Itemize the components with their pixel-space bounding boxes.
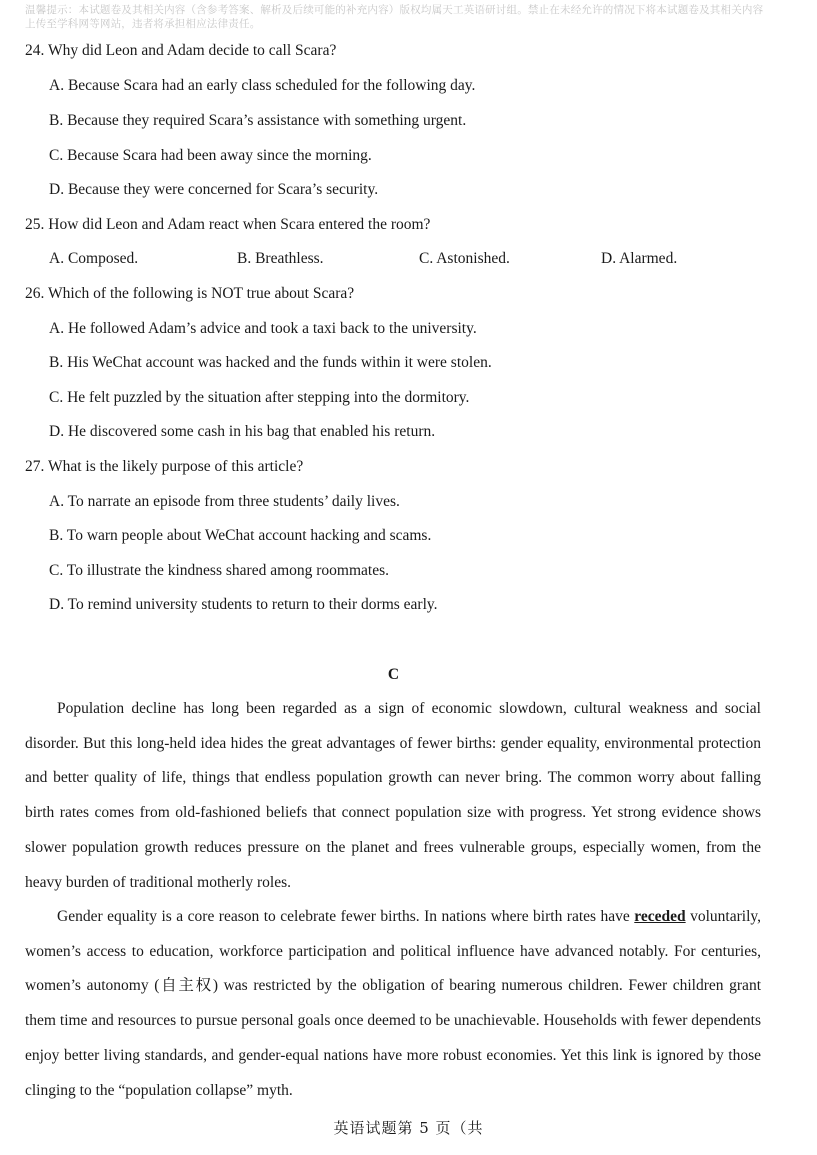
page-footer: 英语试题第 5 页（共 xyxy=(333,1119,484,1137)
question-26-option-b: B. His WeChat account was hacked and the funds within it were stolen. xyxy=(49,354,492,371)
question-25-option-a: A. Composed. xyxy=(49,250,139,267)
section-title: C xyxy=(387,666,400,683)
passage-paragraph-2-text-after: voluntarily, women’s access to education, workforce participation and political influence have advanced notably. For centuries, women’s autonomy (自主权) was restricted by the obligation of bearing numerous children. Fewer children grant them time and resources to pursue personal goals once deemed to be unachievable. Households with fewer dependents enjoy better living standards, and gender-equal nations have more robust economies. Yet this link is ignored by those clinging to the “population collapse” myth. xyxy=(25,908,762,1099)
question-24-option-d: D. Because they were concerned for Scara’s security. xyxy=(49,181,379,198)
underlined-vocabulary-word: receded xyxy=(634,908,686,925)
question-24-stem: 24. Why did Leon and Adam decide to call Scara? xyxy=(25,42,337,59)
passage-paragraph-2 xyxy=(25,900,761,1108)
question-25-option-d: D. Alarmed. xyxy=(601,250,678,267)
question-27-stem: 27. What is the likely purpose of this article? xyxy=(25,458,304,475)
passage-paragraph-2-text-before: Gender equality is a core reason to celebrate fewer births. In nations where birth rates have xyxy=(57,908,635,925)
question-25-option-c: C. Astonished. xyxy=(419,250,510,267)
question-24-option-b: B. Because they required Scara’s assistance with something urgent. xyxy=(49,112,467,129)
question-25-option-b: B. Breathless. xyxy=(237,250,324,267)
question-27-option-c: C. To illustrate the kindness shared among roommates. xyxy=(49,562,390,579)
question-27-option-a: A. To narrate an episode from three students’ daily lives. xyxy=(49,493,400,510)
question-26-option-c: C. He felt puzzled by the situation after stepping into the dormitory. xyxy=(49,389,470,406)
copyright-watermark: 温馨提示：本试题卷及其相关内容（含参考答案、解析及后续可能的补充内容）版权均属天工英语研讨组。禁止在未经允许的情况下将本试题卷及其相关内容上传至学科网等网站，违者将承担相应法律责任。 xyxy=(25,4,764,30)
question-26-option-d: D. He discovered some cash in his bag that enabled his return. xyxy=(49,423,436,440)
passage-paragraph-1: Population decline has long been regarded as a sign of economic slowdown, cultural weakness and social disorder. But this long-held idea hides the great advantages of fewer births: gender equality, environmental protection and better quality of life, things that endless population growth can never bring. The common worry about falling birth rates comes from old-fashioned beliefs that connect population size with progress. Yet strong evidence shows slower population growth reduces pressure on the planet and frees vulnerable groups, especially women, from the heavy burden of traditional motherly roles. xyxy=(25,700,761,891)
question-25-stem: 25. How did Leon and Adam react when Scara entered the room? xyxy=(25,216,431,233)
question-26-stem: 26. Which of the following is NOT true about Scara? xyxy=(25,285,355,302)
question-27-option-d: D. To remind university students to return to their dorms early. xyxy=(49,596,438,613)
question-26-option-a: A. He followed Adam’s advice and took a taxi back to the university. xyxy=(49,320,477,337)
question-24-option-a: A. Because Scara had an early class scheduled for the following day. xyxy=(49,77,476,94)
question-27-option-b: B. To warn people about WeChat account hacking and scams. xyxy=(49,527,432,544)
question-24-option-c: C. Because Scara had been away since the morning. xyxy=(49,147,372,164)
